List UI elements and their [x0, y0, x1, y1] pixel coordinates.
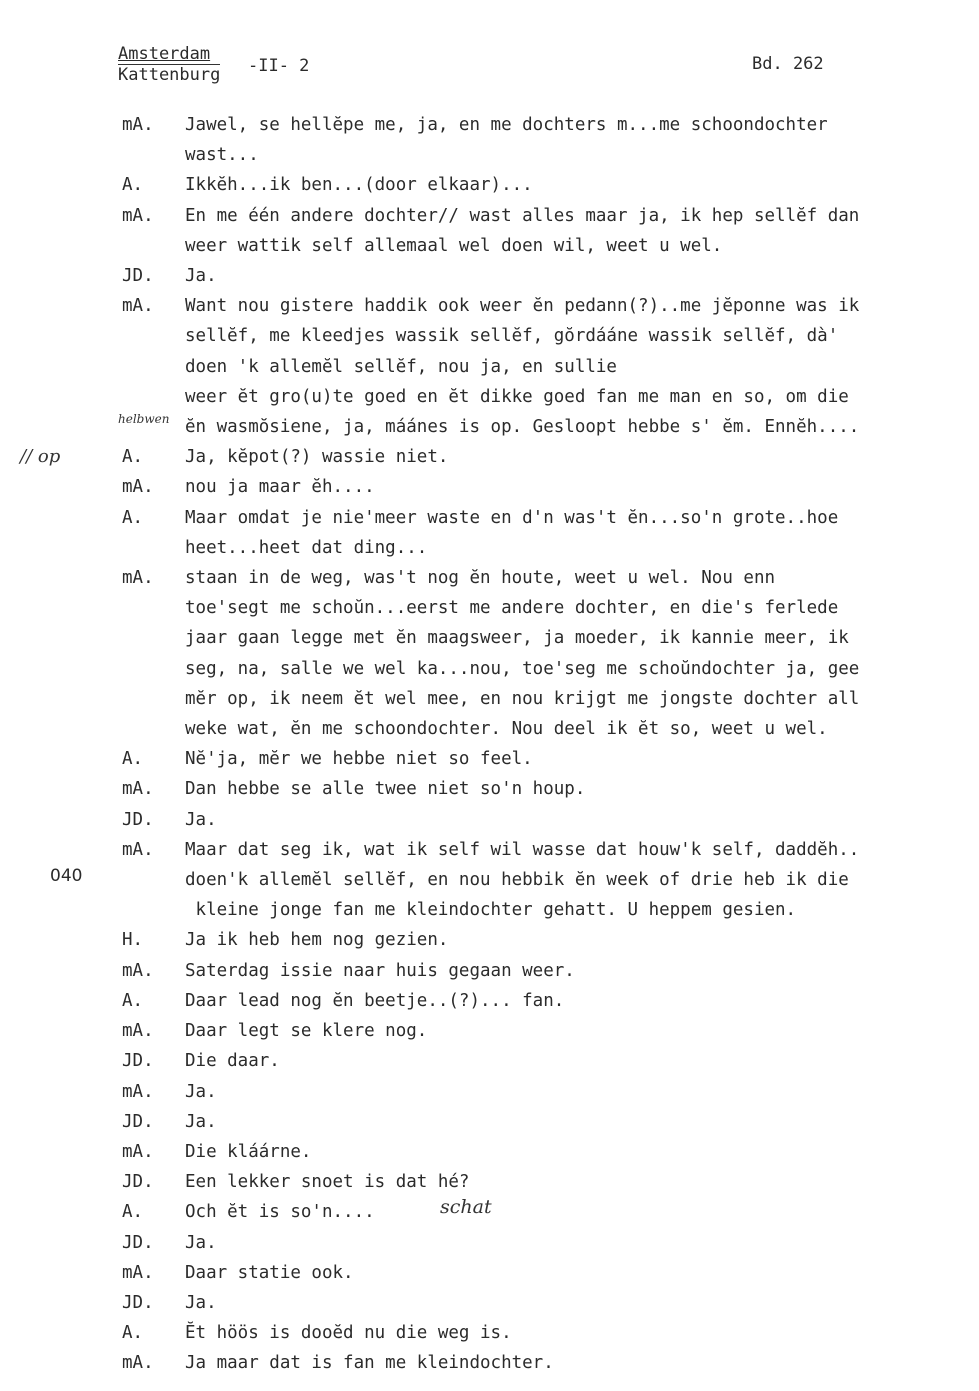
dialogue-turn: [122, 1228, 974, 1258]
utterance-line: seg, na, salle we wel ka...nou, toe'seg me schoŭndochter ja, gee: [185, 658, 860, 679]
speaker-label: JD.: [122, 1232, 154, 1253]
speaker-label: JD.: [122, 1292, 154, 1313]
utterance-line: staan in de weg, was't nog ĕn houte, weet u wel. Nou enn: [185, 568, 776, 589]
speaker-label: mA.: [122, 568, 154, 589]
utterance: [185, 774, 974, 804]
location-header: [118, 44, 220, 85]
dialogue-turn: [122, 1077, 974, 1107]
utterance-line: Ja.: [185, 1232, 217, 1253]
utterance-line: Ja.: [185, 1081, 217, 1102]
utterance: [185, 1197, 974, 1227]
dialogue-turn: [122, 170, 974, 200]
utterance-line: weer wattik self allemaal wel doen wil, weet u wel.: [185, 235, 723, 256]
utterance-line: nou ja maar ĕh....: [185, 477, 375, 498]
utterance: [185, 201, 974, 261]
margin-counter: 040: [50, 866, 83, 886]
speaker-label: mA.: [122, 779, 154, 800]
utterance: [185, 1318, 974, 1348]
utterance: [185, 110, 974, 170]
speaker-label: JD.: [122, 1172, 154, 1193]
margin-note-op-text: op: [37, 446, 61, 467]
transcript-body: [122, 110, 974, 1379]
utterance-line: Jawel, se hellĕpe me, ja, en me dochters m...me schoondochter: [185, 115, 828, 135]
dialogue-turn: [122, 956, 974, 986]
utterance: [185, 1077, 974, 1107]
utterance-line: heet...heet dat ding...: [185, 537, 428, 558]
utterance-line: weke wat, ĕn me schoondochter. Nou deel ik ĕt so, weet u wel.: [185, 719, 828, 740]
utterance: [185, 925, 974, 955]
utterance: [185, 744, 974, 774]
utterance: [185, 1167, 974, 1197]
utterance: [185, 503, 974, 563]
utterance-line: Nĕ'ja, mĕr we hebbe niet so feel.: [185, 749, 533, 770]
utterance-line: Een lekker snoet is dat hé?: [185, 1172, 470, 1193]
utterance: [185, 442, 974, 472]
speaker-label: mA.: [122, 477, 154, 498]
dialogue-turn: [122, 1348, 974, 1378]
speaker-label: JD.: [122, 1051, 154, 1072]
utterance: [185, 563, 974, 744]
speaker-label: JD.: [122, 809, 154, 830]
utterance-line: Daar lead nog ĕn beetje..(?)... fan.: [185, 990, 565, 1011]
utterance-line: Ja, kĕpot(?) wassie niet.: [185, 447, 449, 468]
dialogue-turn: [122, 1318, 974, 1348]
utterance-line: ĕn wasmŏsiene, ja, máánes is op. Gesloopt hebbe s' ĕm. Ennĕh....: [185, 417, 860, 438]
utterance-line: Ja ik heb hem nog gezien.: [185, 930, 449, 951]
dialogue-turn: [122, 1107, 974, 1137]
dialogue-turn: [122, 261, 974, 291]
dialogue-turn: [122, 1137, 974, 1167]
speaker-label: JD.: [122, 266, 154, 287]
dialogue-turn: [122, 1046, 974, 1076]
utterance: [185, 1228, 974, 1258]
dialogue-turn: [122, 201, 974, 261]
utterance-line: sellĕf, me kleedjes wassik sellĕf, gŏrdááne wassik sellĕf, dà': [185, 326, 839, 347]
utterance: [185, 261, 974, 291]
speaker-label: mA.: [122, 1081, 154, 1102]
utterance-line: Ja maar dat is fan me kleindochter.: [185, 1353, 554, 1374]
dialogue-turn: [122, 774, 974, 804]
utterance-line: Ĕt höös is dooĕd nu die weg is.: [185, 1323, 512, 1344]
dialogue-turn: [122, 835, 974, 926]
utterance-line: doen'k allemĕl sellĕf, en nou hebbik ĕn week of drie heb ik die: [185, 870, 849, 891]
section-number: -II- 2: [248, 56, 310, 76]
speaker-label: A.: [122, 507, 144, 528]
utterance-line: jaar gaan legge met ĕn maagsweer, ja moeder, ik kannie meer, ik: [185, 628, 849, 649]
page-reference: Bd. 262: [752, 54, 824, 74]
dialogue-turn: [122, 472, 974, 502]
utterance: [185, 1107, 974, 1137]
utterance: [185, 1348, 974, 1378]
speaker-label: A.: [122, 1202, 144, 1223]
utterance-line: kleine jonge fan me kleindochter gehatt. U heppem gesien.: [185, 900, 797, 921]
utterance-line: Die kláárne.: [185, 1141, 312, 1162]
utterance-line: Maar dat seg ik, wat ik self wil wasse dat houw'k self, daddĕh..: [185, 839, 860, 860]
place-line-1: Amsterdam: [118, 44, 211, 64]
utterance: [185, 805, 974, 835]
place-line-2: Kattenburg: [118, 65, 221, 85]
utterance-line: wast...: [185, 145, 259, 166]
utterance: [185, 986, 974, 1016]
speaker-label: mA.: [122, 296, 154, 317]
utterance-line: Maar omdat je nie'meer waste en d'n was't ĕn...so'n grote..hoe: [185, 507, 839, 528]
utterance-line: Ja.: [185, 1292, 217, 1313]
utterance-line: mĕr op, ik neem ĕt wel mee, en nou krijgt me jongste dochter all: [185, 688, 860, 709]
dialogue-turn: [122, 744, 974, 774]
utterance: [185, 956, 974, 986]
speaker-label: mA.: [122, 115, 154, 135]
utterance-line: Saterdag issie naar huis gegaan weer.: [185, 960, 575, 981]
speaker-label: A.: [122, 749, 144, 770]
dialogue-turn: [122, 925, 974, 955]
utterance-line: Ja.: [185, 809, 217, 830]
speaker-label: mA.: [122, 839, 154, 860]
utterance-line: En me één andere dochter// wast alles maar ja, ik hep sellĕf dan: [185, 205, 860, 226]
utterance: [185, 835, 974, 926]
utterance-line: weer ĕt gro(u)te goed en ĕt dikke goed fan me man en so, om die: [185, 386, 849, 407]
utterance-line: Want nou gistere haddik ook weer ĕn pedann(?)..me jĕponne was ik: [185, 296, 860, 317]
utterance: [185, 291, 974, 442]
handwritten-annotation: schat: [440, 1196, 492, 1218]
speaker-label: A.: [122, 447, 144, 468]
dialogue-turn: [122, 1258, 974, 1288]
utterance-line: Och ĕt is so'n....: [185, 1202, 375, 1223]
utterance: [185, 1016, 974, 1046]
utterance-line: Ja.: [185, 266, 217, 287]
utterance: [185, 1288, 974, 1318]
utterance-line: doen 'k allemĕl sellĕf, nou ja, en sullie: [185, 356, 617, 377]
utterance-line: Ja.: [185, 1111, 217, 1132]
utterance-line: Die daar.: [185, 1051, 280, 1072]
dialogue-turn: [122, 805, 974, 835]
dialogue-turn: [122, 563, 974, 744]
speaker-label: A.: [122, 990, 144, 1011]
dialogue-turn: [122, 1288, 974, 1318]
dialogue-turn: [122, 503, 974, 563]
utterance-line: Dan hebbe se alle twee niet so'n houp.: [185, 779, 586, 800]
utterance-line: Daar legt se klere nog.: [185, 1021, 428, 1042]
utterance-line: Ikkĕh...ik ben...(door elkaar)...: [185, 175, 533, 196]
margin-note-op: // op: [20, 446, 61, 467]
speaker-label: A.: [122, 175, 144, 196]
dialogue-turn: [122, 1197, 974, 1227]
dialogue-turn: [122, 986, 974, 1016]
speaker-label: mA.: [122, 205, 154, 226]
speaker-label: A.: [122, 1323, 144, 1344]
dialogue-turn: [122, 442, 974, 472]
utterance-line: toe'segt me schoŭn...eerst me andere dochter, en die's ferlede: [185, 598, 839, 619]
speaker-label: mA.: [122, 960, 154, 981]
speaker-label: mA.: [122, 1353, 154, 1374]
dialogue-turn: [122, 1016, 974, 1046]
margin-note-handwritten: helbwen: [118, 412, 170, 426]
utterance: [185, 472, 974, 502]
speaker-label: mA.: [122, 1141, 154, 1162]
utterance: [185, 1046, 974, 1076]
dialogue-turn: [122, 291, 974, 442]
utterance: [185, 1258, 974, 1288]
speaker-label: JD.: [122, 1111, 154, 1132]
utterance-line: Daar statie ook.: [185, 1262, 354, 1283]
dialogue-turn: [122, 1167, 974, 1197]
speaker-label: mA.: [122, 1021, 154, 1042]
speaker-label: mA.: [122, 1262, 154, 1283]
utterance: [185, 1137, 974, 1167]
utterance: [185, 170, 974, 200]
speaker-label: H.: [122, 930, 144, 951]
dialogue-turn: [122, 110, 974, 170]
